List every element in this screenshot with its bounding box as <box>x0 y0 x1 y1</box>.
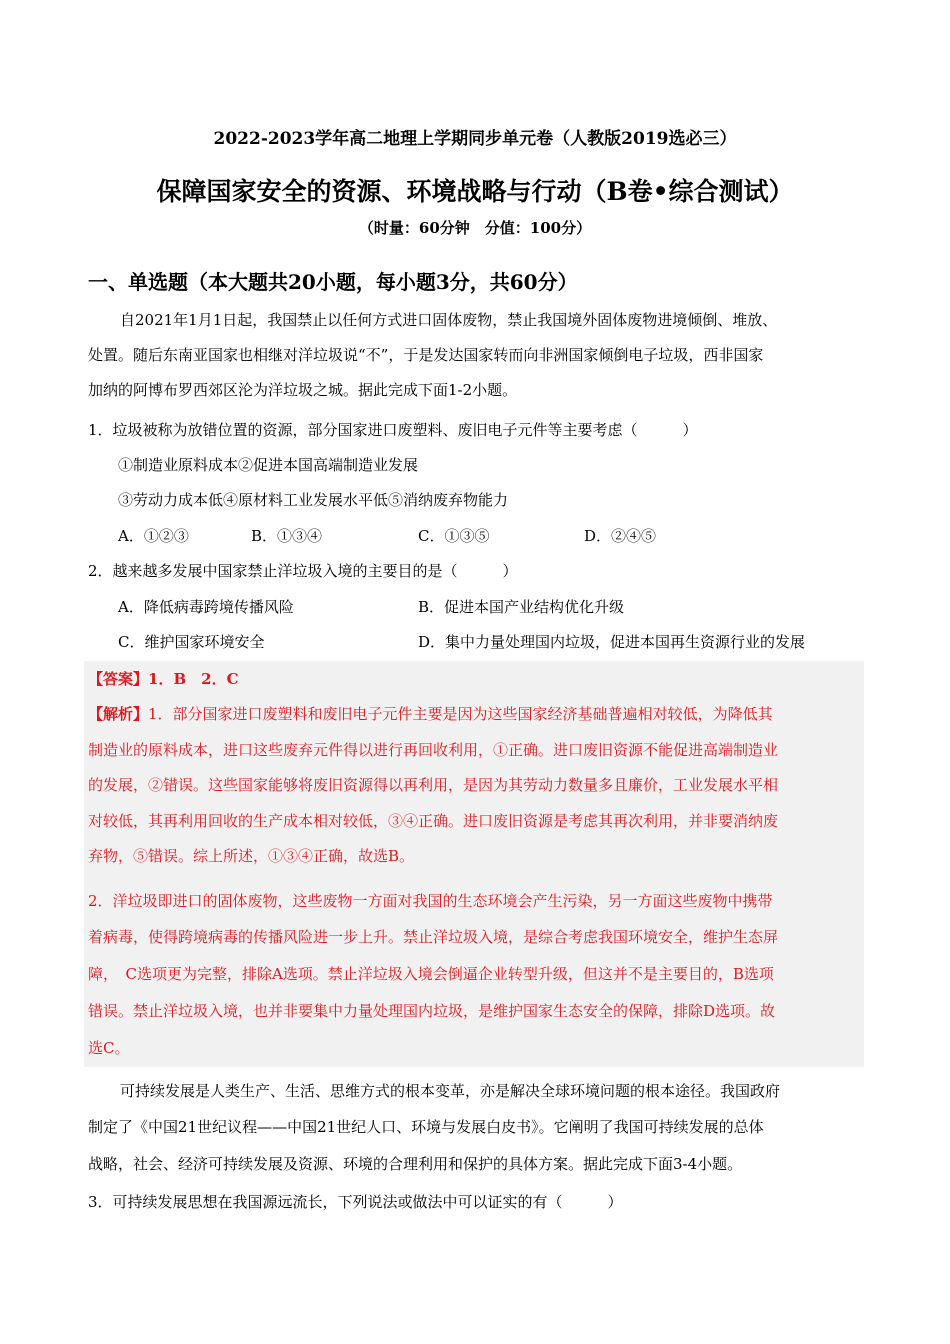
analysis-line: 制造业的原料成本，进口这些废弃元件得以进行再回收利用，①正确。进口废旧资源不能促进高端制造业 <box>88 741 779 759</box>
question-1-item-line: ①制造业原料成本②促进本国高端制造业发展 <box>118 456 419 474</box>
analysis-label: 【解析】 <box>88 705 149 723</box>
question-2-option-d[interactable]: D．集中力量处理国内垃圾，促进本国再生资源行业的发展 <box>418 633 806 651</box>
section-heading: 一、单选题（本大题共20小题，每小题3分，共60分） <box>88 270 578 294</box>
question-2-option-a[interactable]: A．降低病毒跨境传播风险 <box>118 598 294 616</box>
analysis-line: 对较低，其再利用回收的生产成本相对较低，③④正确。进口废旧资源是考虑其再次利用，并非要消纳废 <box>88 812 779 830</box>
passage1-line: 处置。随后东南亚国家也相继对洋垃圾说“不”，于是发达国家转而向非洲国家倾倒电子垃圾，西非国家 <box>88 346 764 364</box>
analysis-text: 1．部分国家进口废塑料和废旧电子元件主要是因为这些国家经济基础普遍相对较低，为降低其 <box>148 705 773 723</box>
analysis-line: 着病毒，使得跨境病毒的传播风险进一步上升。禁止洋垃圾入境，是综合考虑我国环境安全，维护生态屏 <box>88 928 779 946</box>
passage1-line: 自2021年1月1日起，我国禁止以任何方式进口固体废物，禁止我国境外固体废物进境倾倒、堆放、 <box>120 311 778 329</box>
question-1-item-line: ③劳动力成本低④原材料工业发展水平低⑤消纳废弃物能力 <box>118 491 509 509</box>
question-1-option-b[interactable]: B．①③④ <box>251 527 323 545</box>
passage1-line: 加纳的阿博布罗西郊区沦为洋垃圾之城。据此完成下面1-2小题。 <box>88 381 518 399</box>
exam-subtitle: 2022-2023学年高二地理上学期同步单元卷（人教版2019选必三） <box>213 129 737 149</box>
analysis-line: 的发展，②错误。这些国家能够将废旧资源得以再利用，是因为其劳动力数量多且廉价，工业发展水平相 <box>88 776 779 794</box>
question-2-option-b[interactable]: B．促进本国产业结构优化升级 <box>418 598 625 616</box>
answer-line <box>88 662 239 697</box>
analysis-line: 障， C选项更为完整，排除A选项。禁止洋垃圾入境会倒逼企业转型升级，但这并不是主要目的，B选项 <box>88 965 774 983</box>
passage2-line: 制定了《中国21世纪议程——中国21世纪人口、环境与发展白皮书》。它阐明了我国可持续发展的总体 <box>88 1118 764 1136</box>
question-1-stem: 1．垃圾被称为放错位置的资源，部分国家进口废塑料、废旧电子元件等主要考虑（ ） <box>88 421 698 439</box>
analysis-line: 弃物，⑤错误。综上所述，①③④正确，故选B。 <box>88 847 415 865</box>
analysis-line: 2．洋垃圾即进口的固体废物，这些废物一方面对我国的生态环境会产生污染，另一方面这些废物中携带 <box>88 892 773 910</box>
question-2-stem: 2．越来越多发展中国家禁止洋垃圾入境的主要目的是（ ） <box>88 562 518 580</box>
question-2-option-c[interactable]: C．维护国家环境安全 <box>118 633 265 651</box>
passage2-line: 战略，社会、经济可持续发展及资源、环境的合理利用和保护的具体方案。据此完成下面3-4小题。 <box>88 1155 743 1173</box>
question-3-stem: 3．可持续发展思想在我国源远流长，下列说法或做法中可以证实的有（ ） <box>88 1193 623 1211</box>
question-1-option-c[interactable]: C．①③⑤ <box>418 527 490 545</box>
analysis-line: 错误。禁止洋垃圾入境，也并非要集中力量处理国内垃圾，是维护国家生态安全的保障，排除D选项。故 <box>88 1002 776 1020</box>
question-1-option-d[interactable]: D．②④⑤ <box>584 527 657 545</box>
question-1-option-a[interactable]: A．①②③ <box>118 527 189 545</box>
analysis-line <box>88 697 773 732</box>
exam-meta: （时量：60分钟 分值：100分） <box>358 219 592 237</box>
answer-text: 1．B 2．C <box>148 670 239 688</box>
answer-label: 【答案】 <box>88 670 149 688</box>
passage2-line: 可持续发展是人类生产、生活、思维方式的根本变革，亦是解决全球环境问题的根本途径。我国政府 <box>120 1082 781 1100</box>
analysis-line: 选C。 <box>88 1039 130 1057</box>
exam-title: 保障国家安全的资源、环境战略与行动（B卷•综合测试） <box>156 177 794 206</box>
